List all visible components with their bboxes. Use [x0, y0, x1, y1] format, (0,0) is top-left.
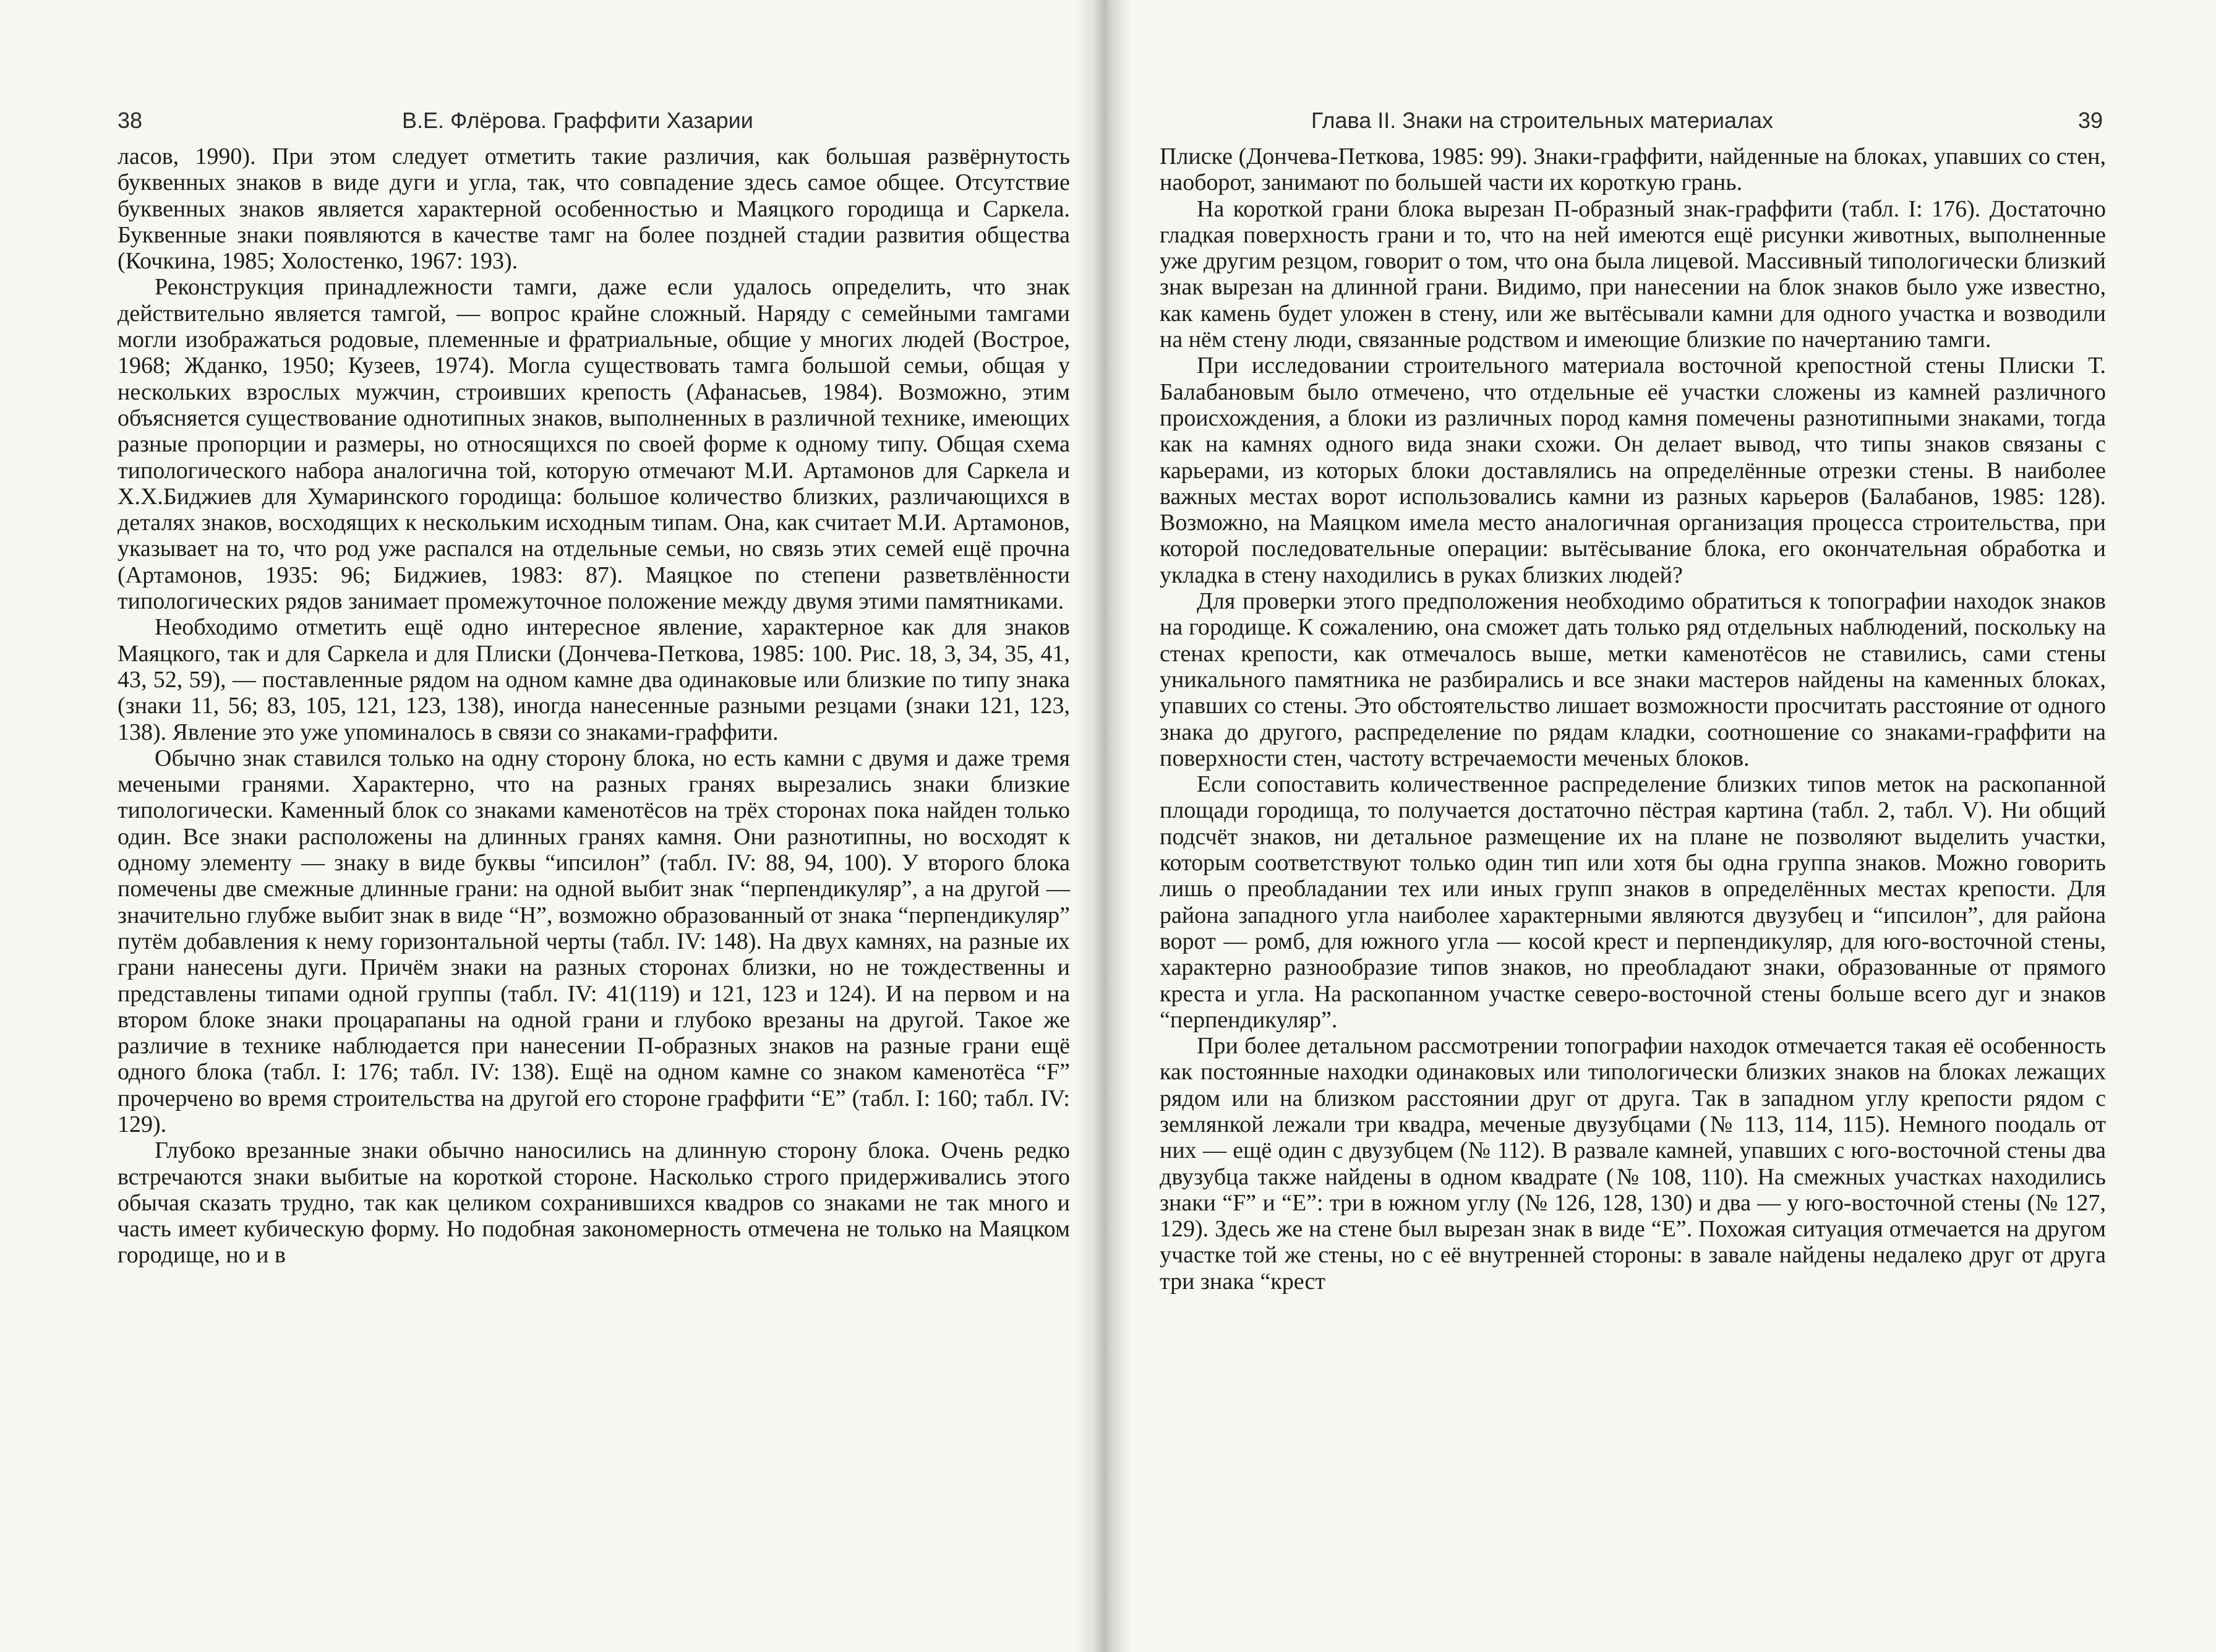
book-gutter-shadow	[1076, 0, 1132, 1652]
paragraph: Реконструкция принадлежности тамги, даже если удалось определить, что знак действительно является тамгой, — вопрос крайне сложный. Наряду с семейными тамгами могли изображаться родовые, племенные и фратриальные, общие у многих людей (Вострое, 1968; Жданко, 1950; Кузеев, 1974). Могла существовать тамга большой семьи, общая у нескольких взрослых мужчин, строивших крепость (Афанасьев, 1984). Возможно, этим объясняется существование однотипных знаков, выполненных в различной технике, имеющих разные пропорции и размеры, но относящихся по своей форме к одному типу. Общая схема типологического набора аналогична той, которую отмечают М.И. Артамонов для Саркела и Х.Х.Биджиев для Хумаринского городища: большое количество близких, различающихся в деталях знаков, восходящих к нескольким исходным типам. Она, как считает М.И. Артамонов, указывает на то, что род уже распался на отдельные семьи, но связь этих семей ещё прочна (Артамонов, 1935: 96; Биджиев, 1983: 87). Маяцкое по степени разветвлённости типологических рядов занимает промежуточное положение между двумя этими памятниками.	[118, 274, 1070, 615]
paragraph: Необходимо отметить ещё одно интересное явление, характерное как для знаков Маяцкого, так и для Саркела и для Плиски (Дончева-Петкова, 1985: 100. Рис. 18, 3, 34, 35, 41, 43, 52, 59), — поставленные рядом на одном камне два одинаковые или близкие по типу знака (знаки 11, 56; 83, 105, 121, 123, 138), иногда нанесенные разными резцами (знаки 121, 123, 138). Явление это уже упоминалось в связи со знаками-граффити.	[118, 614, 1070, 745]
right-page-header	[1163, 99, 2103, 142]
paragraph: Глубоко врезанные знаки обычно наносились на длинную сторону блока. Очень редко встречаются знаки выбитые на короткой стороне. Насколько строго придерживались этого обычая сказать трудно, так как целиком сохранившихся квадров со знаками не так много и часть имеет кубическую форму. Но подобная закономерность отмечена не только на Маяцком городище, но и в	[118, 1137, 1070, 1269]
paragraph: На короткой грани блока вырезан П-образный знак-граффити (табл. I: 176). Достаточно гладкая поверхность грани и то, что на ней имеются ещё рисунки животных, выполненные уже другим резцом, говорит о том, что она была лицевой. Массивный типологически близкий знак вырезан на длинной грани. Видимо, при нанесении на блок знаков было уже известно, как камень будет уложен в стену, или же вытёсывали камни для одного участка и возводили на нём стену люди, связанные родством и имеющие близкие по начертанию тамги.	[1160, 195, 2106, 353]
left-page	[0, 0, 1095, 1652]
paragraph: Если сопоставить количественное распределение близких типов меток на раскопанной площади городища, то получается достаточно пёстрая картина (табл. 2, табл. V). Ни общий подсчёт знаков, ни детальное размещение их на плане не позволяют выделить участки, которым соответствуют только один тип или хотя бы одна группа знаков. Можно говорить лишь о преобладании тех или иных групп знаков в определённых местах крепости. Для района западного угла наиболее характерными являются двузубец и “ипсилон”, для района ворот — ромб, для южного угла — косой крест и перпендикуляр, для юго-восточной стены, характерно разнообразие типов знаков, но преобладают знаки, образованные от прямого креста и угла. На раскопанном участке северо-восточной стены больше всего дуг и знаков “перпендикуляр”.	[1160, 771, 2106, 1033]
paragraph: Для проверки этого предположения необходимо обратиться к топографии находок знаков на городище. К сожалению, она сможет дать только ряд отдельных наблюдений, поскольку на стенах крепости, как отмечалось выше, метки каменотёсов не ставились, сами стены уникального памятника не разбирались и все знаки мастеров найдены на каменных блоках, упавших со стены. Это обстоятельство лишает возможности просчитать расстояние от одного знака до другого, распределение по рядам кладки, соотношение со знаками-граффити на поверхности стен, частоту встречаемости меченых блоков.	[1160, 588, 2106, 771]
paragraph: При более детальном рассмотрении топографии находок отмечается такая её особенность как постоянные находки одинаковых или типологически близких знаков на блоках лежащих рядом или на близком расстоянии друг от друга. Так в западном углу крепости рядом с землянкой лежали три квадра, меченые двузубцами (№ 113, 114, 115). Немного поодаль от них — ещё один с двузубцем (№ 112). В развале камней, упавших с юго-восточной стены два двузубца также найдены в одном квадрате (№ 108, 110). На смежных участках находились знаки “F” и “Е”: три в южном углу (№ 126, 128, 130) и два — у юго-восточной стены (№ 127, 129). Здесь же на стене был вырезан знак в виде “Е”. Похожая ситуация отмечается на другом участке той же стены, но с её внутренней стороны: в завале найдены недалеко друг от друга три знака “крест	[1160, 1033, 2106, 1295]
left-page-header	[118, 99, 1070, 142]
page-number: 38	[118, 108, 143, 133]
running-head: Глава II. Знаки на строительных материалах	[1311, 108, 1773, 133]
page-number: 39	[2077, 108, 2103, 133]
right-page-body	[1160, 143, 2106, 1295]
running-head: В.Е. Флёрова. Граффити Хазарии	[402, 108, 753, 133]
paragraph: Обычно знак ставился только на одну сторону блока, но есть камни с двумя и даже тремя мечеными гранями. Характерно, что на разных гранях вырезались знаки близкие типологически. Каменный блок со знаками каменотёсов на трёх сторонах пока найден только один. Все знаки расположены на длинных гранях камня. Они разнотипны, но восходят к одному элементу — знаку в виде буквы “ипсилон” (табл. IV: 88, 94, 100). У второго блока помечены две смежные длинные грани: на одной выбит знак “перпендикуляр”, а на другой — значительно глубже выбит знак в виде “Н”, возможно образованный от знака “перпендикуляр” путём добавления к нему горизонтальной черты (табл. IV: 148). На двух камнях, на разные их грани нанесены дуги. Причём знаки на разных сторонах близки, но не тождественны и представлены типами одной группы (табл. IV: 41(119) и 121, 123 и 124). И на первом и на втором блоке знаки процарапаны на одной грани и глубоко врезаны на другой. Такое же различие в технике наблюдается при нанесении П-образных знаков на разные грани ещё одного блока (табл. I: 176; табл. IV: 138). Ещё на одном камне со знаком каменотёса “F” прочерчено во время строительства на другой его стороне граффити “Е” (табл. I: 160; табл. IV: 129).	[118, 745, 1070, 1137]
left-page-body	[118, 143, 1070, 1269]
right-page	[1107, 0, 2216, 1652]
paragraph: Плиске (Дончева-Петкова, 1985: 99). Знаки-граффити, найденные на блоках, упавших со стен, наоборот, занимают по большей части их короткую грань.	[1160, 143, 2106, 196]
paragraph: ласов, 1990). При этом следует отметить такие различия, как большая развёрнутость буквенных знаков в виде дуги и угла, так, что совпадение здесь самое общее. Отсутствие буквенных знаков является характерной особенностью и Маяцкого городища и Саркела. Буквенные знаки появляются в качестве тамг на более поздней стадии развития общества (Кочкина, 1985; Холостенко, 1967: 193).	[118, 143, 1070, 275]
paragraph: При исследовании строительного материала восточной крепостной стены Плиски Т. Балабановым было отмечено, что отдельные её участки сложены из камней различного происхождения, а блоки из различных пород камня помечены разнотипными знаками, тогда как на камнях одного вида знаки схожи. Он делает вывод, что типы знаков связаны с карьерами, из которых блоки доставлялись на определённые отрезки стены. В наиболее важных местах ворот использовались камни из разных карьеров (Балабанов, 1985: 128). Возможно, на Маяцком имела место аналогичная организация процесса строительства, при которой последовательные операции: вытёсывание блока, его окончательная обработка и укладка в стену находились в руках близких людей?	[1160, 353, 2106, 588]
